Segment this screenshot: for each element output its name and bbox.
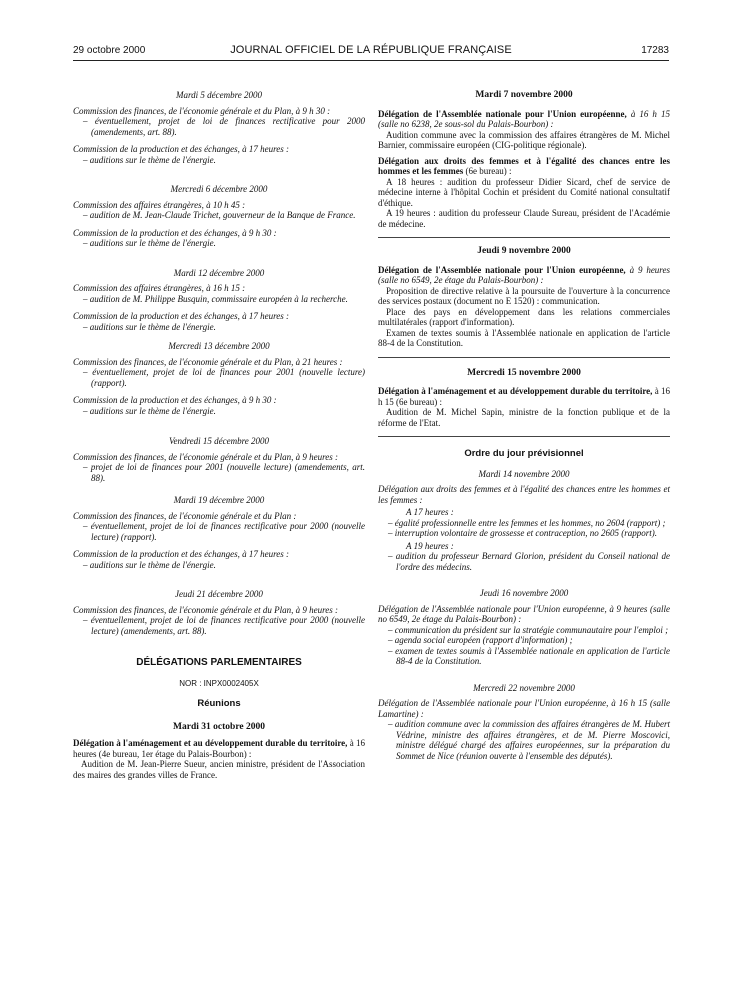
day-heading: Mercredi 15 novembre 2000: [467, 367, 581, 378]
delegation-name: Délégation à l'aménagement et au développement durable du territoire,: [73, 738, 348, 748]
delegation-details: à 16 h 15 (salle no 6238, 2e sous-sol du Palais-Bourbon) :: [378, 108, 670, 129]
delegation-name: Délégation aux droits des femmes et à l'égalité des chances entre les hommes et les femmes: [378, 155, 670, 176]
section-title: DÉLÉGATIONS PARLEMENTAIRES: [136, 657, 302, 668]
journal-title: JOURNAL OFFICIEL DE LA RÉPUBLIQUE FRANÇAISE: [230, 44, 512, 56]
day-heading: Mardi 7 novembre 2000: [475, 90, 573, 100]
meeting-description: Audition commune avec la commission des affaires étrangères de M. Michel Barnier, commissaire européen (CIG-politique régionale).: [378, 129, 670, 150]
meeting-description: Place des pays en développement dans les relations commerciales multilatérales (rapport d'information).: [378, 306, 670, 327]
day-heading: Mardi 19 décembre 2000: [173, 495, 265, 505]
divider: [378, 237, 670, 238]
time-label: A 17 heures :: [406, 507, 454, 517]
right-column: [378, 90, 670, 761]
day-heading: Mardi 5 décembre 2000: [175, 90, 263, 100]
delegation-details: à 9 heures (salle no 6549, 2e étage du Palais-Bourbon) :: [378, 264, 670, 285]
divider: [378, 436, 670, 437]
agenda-item: – égalité professionnelle entre les femmes et les hommes, no 2604 (rapport) ;: [388, 517, 666, 528]
delegation-line: [378, 386, 670, 407]
agenda-item: – audition du professeur Bernard Glorion, président du Conseil national de l'ordre des médecins.: [388, 551, 670, 572]
delegation-name: Délégation de l'Assemblée nationale pour l'Union européenne,: [378, 264, 626, 275]
delegation-details: (6e bureau) :: [463, 166, 512, 176]
meeting-description: Proposition de directive relative à la poursuite de l'ouverture à la concurrence des services postaux (document no E 1520) : communication.: [378, 285, 670, 306]
day-heading: Mardi 12 décembre 2000: [173, 267, 265, 278]
agenda-item: – éventuellement, projet de loi de finances rectificative pour 2000 (nouvelle lecture) (rapport).: [83, 521, 365, 542]
commission-line: Délégation aux droits des femmes et à l'égalité des chances entre les hommes et les femmes :: [378, 484, 670, 505]
meeting-description: Audition de M. Jean-Pierre Sueur, ancien ministre, président de l'Association des maires des grandes villes de France.: [73, 759, 365, 780]
commission-line: Commission des finances, de l'économie générale et du Plan, à 9 heures :: [73, 451, 339, 462]
commission-line: Commission des finances, de l'économie générale et du Plan :: [73, 510, 297, 521]
commission-line: Commission des finances, de l'économie générale et du Plan, à 21 heures :: [73, 356, 343, 367]
divider: [378, 357, 670, 358]
commission-line: Commission de la production et des échanges, à 17 heures :: [73, 144, 290, 154]
delegation-name: Délégation à l'aménagement et au développement durable du territoire,: [378, 386, 653, 396]
commission-line: Commission des affaires étrangères, à 16 h 15 :: [73, 283, 246, 293]
left-column: [73, 90, 365, 780]
agenda-item: – éventuellement, projet de loi de finances pour 2001 (nouvelle lecture) (rapport).: [83, 367, 365, 388]
delegation-line: [378, 265, 670, 286]
delegation-line: [73, 738, 365, 759]
agenda-item: – agenda social européen (rapport d'information) ;: [388, 635, 573, 645]
commission-line: Commission des finances, de l'économie générale et du Plan, à 9 h 30 :: [73, 105, 331, 116]
delegation-details: à 16 heures (4e bureau, 1er étage du Palais-Bourbon) :: [73, 738, 365, 759]
delegation-name: Délégation de l'Assemblée nationale pour l'Union européenne,: [378, 108, 627, 119]
nor-reference: NOR : INPX0002405X: [179, 678, 259, 688]
agenda-item: – auditions sur le thème de l'énergie.: [83, 154, 216, 165]
issue-date: 29 octobre 2000: [73, 45, 146, 56]
commission-line: Délégation de l'Assemblée nationale pour l'Union européenne, à 16 h 15 (salle Lamartine) :: [378, 698, 670, 719]
agenda-item: – audition commune avec la commission des affaires étrangères de M. Hubert Védrine, ministre des affaires étrangères, et de M. Pierre Moscovici, ministre délégué chargé des affaires européennes, sur la préparation du Sommet de Nice (réunion ouverte à l'ensemble des députés).: [388, 719, 670, 761]
day-heading: Mardi 31 octobre 2000: [173, 721, 265, 732]
agenda-item: – communication du président sur la stratégie communautaire pour l'emploi ;: [388, 624, 669, 635]
delegation-line: [378, 156, 670, 177]
day-heading: Jeudi 9 novembre 2000: [477, 246, 571, 256]
day-heading: Jeudi 16 novembre 2000: [479, 588, 569, 598]
agenda-item: – auditions sur le thème de l'énergie.: [83, 321, 216, 332]
commission-line: Commission de la production et des échanges, à 9 h 30 :: [73, 227, 277, 238]
agenda-item: – auditions sur le thème de l'énergie.: [83, 238, 216, 248]
day-heading: Jeudi 21 décembre 2000: [175, 589, 263, 599]
meeting-description: A 19 heures : audition du professeur Claude Sureau, président de l'Académie de médecine.: [378, 208, 670, 229]
day-heading: Mercredi 13 décembre 2000: [168, 341, 270, 351]
commission-line: Commission de la production et des échanges, à 17 heures :: [73, 549, 290, 559]
commission-line: Délégation de l'Assemblée nationale pour l'Union européenne, à 9 heures (salle no 6549, 2e étage du Palais-Bourbon) :: [378, 603, 670, 624]
agenda-item: – interruption volontaire de grossesse et contraception, no 2605 (rapport).: [388, 528, 658, 538]
agenda-item: – examen de textes soumis à l'Assemblée nationale en application de l'article 88-4 de la Constitution.: [388, 645, 670, 666]
agenda-item: – audition de M. Philippe Busquin, commissaire européen à la recherche.: [83, 293, 348, 304]
commission-line: Commission des finances, de l'économie générale et du Plan, à 9 heures :: [73, 604, 339, 615]
delegation-line: [378, 109, 670, 130]
agenda-item: – éventuellement, projet de loi de finances rectificative pour 2000 (amendements, art. 88).: [83, 116, 365, 137]
delegation-details: à 16 h 15 (6e bureau) :: [378, 386, 670, 407]
day-heading: Mercredi 22 novembre 2000: [473, 682, 575, 693]
header-rule: [73, 60, 669, 61]
day-heading: Mercredi 6 décembre 2000: [170, 184, 268, 194]
agenda-item: – audition de M. Jean-Claude Trichet, gouverneur de la Banque de France.: [83, 210, 356, 220]
time-label: A 19 heures :: [406, 540, 454, 551]
day-heading: Vendredi 15 décembre 2000: [168, 436, 270, 446]
agenda-item: – auditions sur le thème de l'énergie.: [83, 405, 216, 416]
subsection-title: Ordre du jour prévisionnel: [464, 448, 584, 459]
meeting-description: Examen de textes soumis à l'Assemblée nationale en application de l'article 88-4 de la Constitution.: [378, 327, 670, 348]
meeting-description: Audition de M. Michel Sapin, ministre de la fonction publique et de la réforme de l'Etat.: [378, 407, 670, 428]
page-header: [73, 45, 669, 59]
commission-line: Commission des affaires étrangères, à 10 h 45 :: [73, 199, 246, 210]
commission-line: Commission de la production et des échanges, à 9 h 30 :: [73, 395, 277, 405]
agenda-item: – projet de loi de finances pour 2001 (nouvelle lecture) (amendements, art. 88).: [83, 462, 365, 483]
meeting-description: A 18 heures : audition du professeur Didier Sicard, chef de service de médecine interne à l'hôpital Cochin et président du Comité national consultatif d'éthique.: [378, 176, 670, 208]
agenda-item: – auditions sur le thème de l'énergie.: [83, 559, 216, 570]
agenda-item: – éventuellement, projet de loi de finances rectificative pour 2000 (nouvelle lecture) (amendements, art. 88).: [83, 615, 365, 636]
day-heading: Mardi 14 novembre 2000: [478, 468, 570, 479]
commission-line: Commission de la production et des échanges, à 17 heures :: [73, 311, 290, 321]
page-number: 17283: [641, 45, 669, 56]
subsection-title: Réunions: [197, 698, 241, 709]
